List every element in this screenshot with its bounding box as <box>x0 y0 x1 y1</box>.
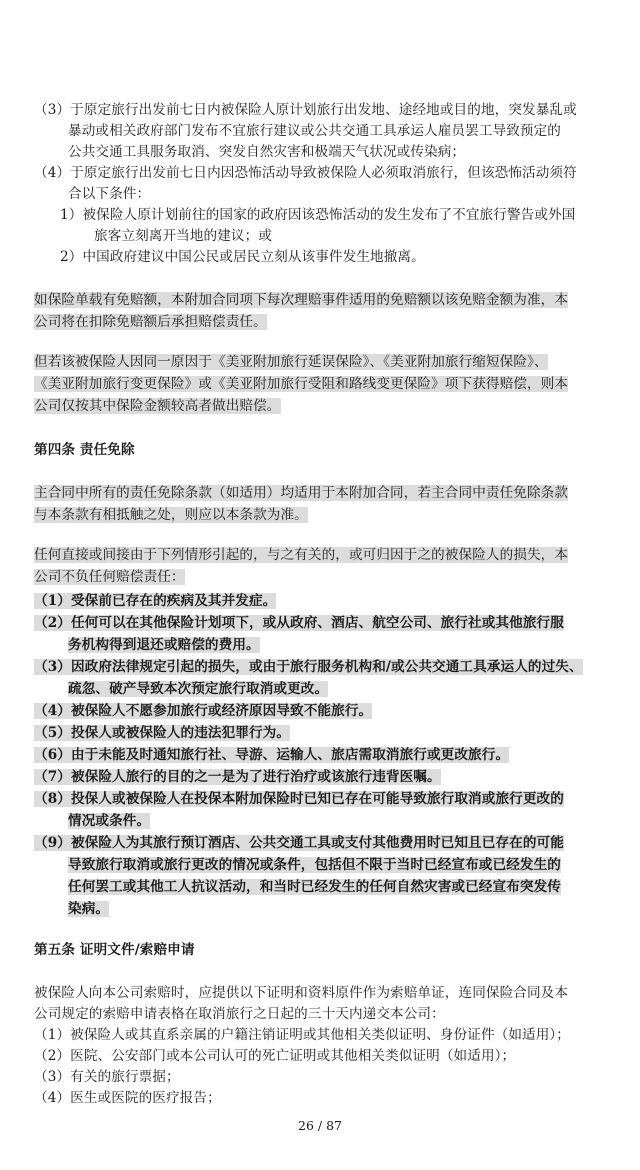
same-cause-line-1: 但若该被保险人因同一原因于《美亚附加旅行延误保险》、《美亚附加旅行缩短保险》、 <box>34 354 548 370</box>
article-4-main-line-2: 与本条款有相抵触之处，则应以本条款为准。 <box>34 507 308 523</box>
article-5-intro-line-1: 被保险人向本公司索赔时，应提供以下证明和资料原件作为索赔单证，连同保险合同及本 <box>34 985 569 1001</box>
document-item-3: （3）有关的旅行票据； <box>34 1069 180 1085</box>
same-cause-line-2: 《美亚附加旅行变更保险》或《美亚附加旅行受阻和路线变更保险》项下获得赔偿，则本 <box>34 376 569 392</box>
exclusion-2-line-1: （2）任何可以在其他保险计划项下，或从政府、酒店、航空公司、旅行社或其他旅行服 <box>34 615 564 631</box>
exclusion-9-line-4: 染病。 <box>68 901 110 917</box>
article-5-heading: 第五条 证明文件/索赔申请 <box>34 942 195 958</box>
exclusion-8-line-1: （8）投保人或被保险人在投保本附加保险时已知已存在可能导致旅行取消或旅行更改的 <box>34 791 564 807</box>
article-4-heading: 第四条 责任免除 <box>34 442 135 458</box>
exclusion-3-line-1: （3）因政府法律规定引起的损失，或由于旅行服务机构和/或公共交通工具承运人的过失、 <box>34 659 583 675</box>
article-5-intro-line-2: 公司规定的索赔申请表格在取消旅行之日起的三十天内递交本公司： <box>34 1006 445 1022</box>
document-item-4: （4）医生或医院的医疗报告； <box>34 1090 221 1106</box>
article-4-main-line-1: 主合同中所有的责任免除条款（如适用）均适用于本附加合同，若主合同中责任免除条款 <box>34 485 569 501</box>
exclusion-7: （7）被保险人旅行的目的之一是为了进行治疗或该旅行违背医嘱。 <box>34 769 441 785</box>
exclusion-3-line-2: 疏忽、破产导致本次预定旅行取消或更改。 <box>68 681 329 697</box>
clause-4-sub-2: 2）中国政府建议中国公民或居民立刻从该事件发生地撤离。 <box>60 249 425 265</box>
article-4-intro-line-1: 任何直接或间接由于下列情形引起的，与之有关的，或可归因于之的被保险人的损失，本 <box>34 547 569 563</box>
exclusion-9-line-3: 任何罢工或其他工人抗议活动，和当时已经发生的任何自然灾害或已经宣布突发传 <box>68 879 561 895</box>
document-item-2: （2）医院、公安部门或本公司认可的死亡证明或其他相关类似证明（如适用）； <box>34 1048 516 1064</box>
exclusion-6: （6）由于未能及时通知旅行社、导游、运输人、旅店需取消旅行或更改旅行。 <box>34 747 510 763</box>
exclusion-5: （5）投保人或被保险人的违法犯罪行为。 <box>34 725 291 741</box>
same-cause-line-3: 公司仅按其中保险金额较高者做出赔偿。 <box>34 398 281 414</box>
exclusion-4: （4）被保险人不愿参加旅行或经济原因导致不能旅行。 <box>34 703 373 719</box>
deductible-line-2: 公司将在扣除免赔额后承担赔偿责任。 <box>34 314 267 330</box>
page-number: 26 / 87 <box>298 1118 342 1133</box>
deductible-line-1: 如保险单载有免赔额，本附加合同项下每次理赔事件适用的免赔额以该免赔金额为准，本 <box>34 292 569 308</box>
clause-4-line-2: 合以下条件： <box>68 186 151 202</box>
exclusion-9-line-2: 导致旅行取消或旅行更改的情况或条件，包括但不限于当时已经宣布或已经发生的 <box>68 857 561 873</box>
exclusion-2-line-2: 务机构得到退还或赔偿的费用。 <box>68 637 260 653</box>
clause-4-sub-1-line-2: 旅客立刻离开当地的建议；或 <box>94 228 273 244</box>
exclusion-1: （1）受保前已存在的疾病及其并发症。 <box>34 593 277 609</box>
clause-4-line-1: （4）于原定旅行出发前七日内因恐怖活动导致被保险人必须取消旅行，但该恐怖活动须符 <box>34 165 577 181</box>
exclusion-9-line-1: （9）被保险人为其旅行预订酒店、公共交通工具或支付其他费用时已知且已存在的可能 <box>34 835 564 851</box>
clause-4-sub-1-line-1: 1）被保险人原计划前往的国家的政府因该恐怖活动的发生发布了不宜旅行警告或外国 <box>60 207 576 223</box>
clause-3-line-1: （3）于原定旅行出发前七日内被保险人原计划旅行出发地、途经地或目的地，突发暴乱或 <box>34 102 577 118</box>
exclusion-8-line-2: 情况或条件。 <box>68 813 151 829</box>
clause-3-line-2: 暴动或相关政府部门发布不宜旅行建议或公共交通工具承运人雇员罢工导致预定的 <box>68 123 561 139</box>
document-item-1: （1）被保险人或其直系亲属的户籍注销证明或其他相关类似证明、身份证件（如适用）； <box>34 1027 571 1043</box>
clause-3-line-3: 公共交通工具服务取消、突发自然灾害和极端天气状况或传染病； <box>68 144 466 160</box>
article-4-intro-line-2: 公司不负任何赔偿责任： <box>34 569 185 585</box>
